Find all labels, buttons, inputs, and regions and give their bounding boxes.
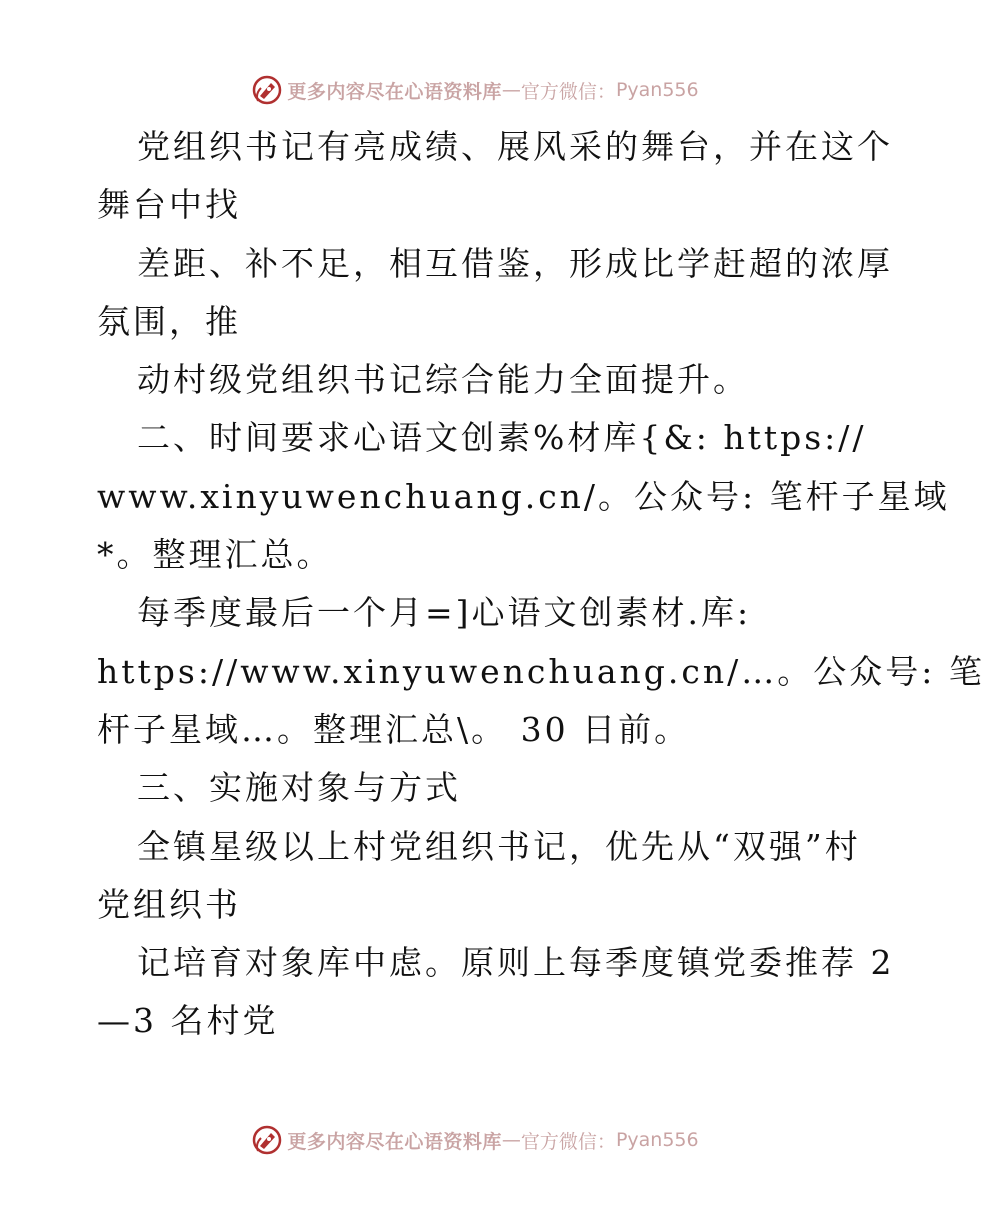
watermark-wechat-id: Pyan556 <box>615 79 699 101</box>
body-line: www.xinyuwenchuang.cn/。公众号: 笔杆子星域 <box>97 476 950 516</box>
watermark-separator: — <box>501 79 521 101</box>
body-line: 每季度最后一个月=]心语文创素材.库: <box>137 593 752 633</box>
watermark-separator: — <box>501 1129 521 1151</box>
watermark-wechat-id: Pyan556 <box>615 1129 699 1151</box>
body-line: *。整理汇总。 <box>97 535 333 575</box>
footer-watermark <box>0 1122 950 1158</box>
body-line: 党组织书记有亮成绩、展风采的舞台，并在这个 <box>137 127 893 166</box>
body-line: 记培育对象库中虑。原则上每季度镇党委推荐 2 <box>137 943 895 983</box>
header-watermark <box>0 72 950 108</box>
pen-nib-logo-icon <box>251 74 283 106</box>
section-heading-target: 三、实施对象与方式 <box>137 768 461 808</box>
watermark-site-text: 更多内容尽在心语资料库 <box>287 80 502 103</box>
pen-nib-logo-icon <box>251 1124 283 1156</box>
watermark-official-label: 官方微信： <box>520 80 616 103</box>
body-line: https://www.xinyuwenchuang.cn/…。公众号: 笔 <box>97 651 985 691</box>
watermark-official-label: 官方微信： <box>520 1130 616 1153</box>
body-line: 杆子星域…。整理汇总\。 30 日前。 <box>97 709 691 749</box>
watermark-site-text: 更多内容尽在心语资料库 <box>287 1130 502 1153</box>
body-line: 动村级党组织书记综合能力全面提升。 <box>137 360 749 400</box>
body-line: 氛围，推 <box>97 301 241 341</box>
body-line: —3 名村党 <box>97 1001 279 1041</box>
body-line: 差距、补不足，相互借鉴，形成比学赶超的浓厚 <box>137 243 893 283</box>
body-line: 党组织书 <box>97 884 241 924</box>
body-line: 全镇星级以上村党组织书记，优先从“双强”村 <box>137 826 861 866</box>
body-line: 舞台中找 <box>97 185 241 225</box>
section-heading-time: 二、时间要求心语文创素%材库{&: https:// <box>137 418 867 458</box>
document-body <box>97 118 985 1051</box>
